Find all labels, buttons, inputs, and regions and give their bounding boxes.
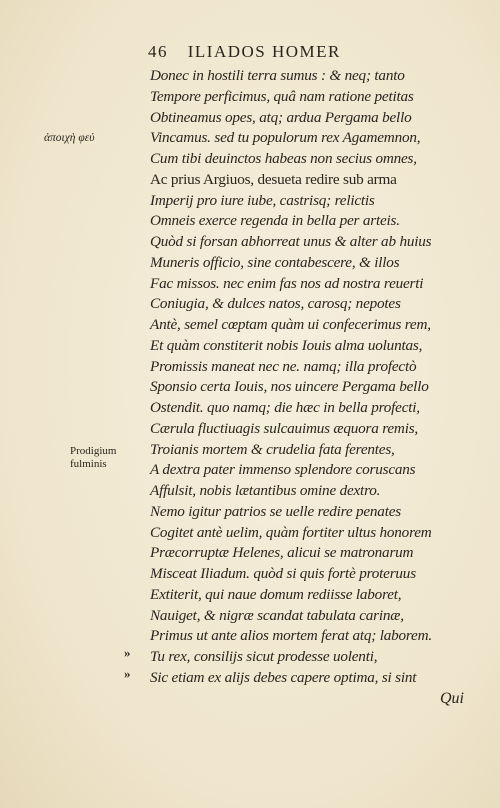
- verse-line: Affulsit, nobis lætantibus omine dextro.: [150, 482, 381, 499]
- verse-line: Obtineamus opes, atq; ardua Pergama bello: [150, 108, 412, 126]
- verse-line: Quòd si forsan abhorreat unus & alter ab huius: [150, 233, 432, 250]
- margin-note-prodigium: [70, 445, 116, 471]
- verse-block: [150, 66, 480, 689]
- verse-line: Cogitet antè uelim, quàm fortiter ultus honorem: [150, 523, 432, 541]
- verse-line: Nauiget, & nigræ scandat tabulata carinæ,: [150, 606, 404, 624]
- running-title: ILIADOS HOMER: [187, 42, 341, 61]
- verse-line: Antè, semel cœptam quàm ui confecerimus rem,: [150, 316, 431, 333]
- verse-line: Imperij pro iure iube, castrisq; relictis: [150, 191, 375, 209]
- verse-line: Omneis exerce regenda in bella per arteis.: [150, 212, 400, 230]
- verse-line: Sic etiam ex alijs debes capere optima, si sint: [150, 668, 417, 686]
- verse-line: Promissis maneat nec ne. namq; illa profectò: [150, 357, 417, 375]
- verse-line: Tempore perficimus, quâ nam ratione petitas: [150, 87, 414, 105]
- verse-line: Vincamus. sed tu populorum rex Agamemnon,: [150, 129, 421, 147]
- verse-line: Fac missos. nec enim fas nos ad nostra reuerti: [150, 274, 424, 292]
- verse-line: Donec in hostili terra sumus : & neq; tanto: [150, 67, 405, 84]
- verse-line: Et quàm constiterit nobis Iouis alma uoluntas,: [150, 336, 423, 354]
- verse-line: Extiterit, qui naue domum rediisse laboret,: [150, 585, 402, 603]
- quotation-mark: »: [124, 645, 131, 660]
- verse-line: Nemo igitur patrios se uelle redire penates: [150, 502, 401, 520]
- quotation-mark: »: [124, 666, 131, 681]
- margin-note-line: Prodigium: [70, 445, 117, 457]
- margin-note-greek: ἀποιχὴ φεύ: [44, 132, 95, 144]
- verse-line: Primus ut ante alios mortem ferat atq; laborem.: [150, 627, 432, 645]
- verse-line: Muneris officio, sine contabescere, & illos: [150, 253, 400, 271]
- page-number: 46: [148, 42, 168, 61]
- verse-line: Ostendit. quo namq; die hæc in bella profecti,: [150, 399, 420, 416]
- verse-line: Præcorruptæ Helenes, alicui se matronarum: [150, 544, 414, 562]
- verse-line: Sponsio certa Iouis, nos uincere Pergama bello: [150, 378, 429, 396]
- verse-line: A dextra pater immenso splendore coruscans: [150, 461, 416, 479]
- verse-line: Cum tibi deuinctos habeas non secius omnes,: [150, 150, 417, 167]
- verse-line: Tu rex, consilijs sicut prodesse uolenti,: [150, 648, 378, 665]
- catchword: Qui: [440, 690, 464, 707]
- page-header: [148, 42, 341, 62]
- verse-line: Troianis mortem & crudelia fata ferentes,: [150, 440, 395, 458]
- verse-line: Misceat Iliadum. quòd si quis fortè proteruus: [150, 565, 416, 582]
- verse-line: Coniugia, & dulces natos, carosq; nepotes: [150, 295, 401, 313]
- margin-note-line: fulminis: [70, 458, 107, 470]
- verse-line: Ac prius Argiuos, desueta redire sub arma: [150, 170, 397, 188]
- verse-line: Cærula fluctiuagis sulcauimus æquora remis,: [150, 419, 419, 437]
